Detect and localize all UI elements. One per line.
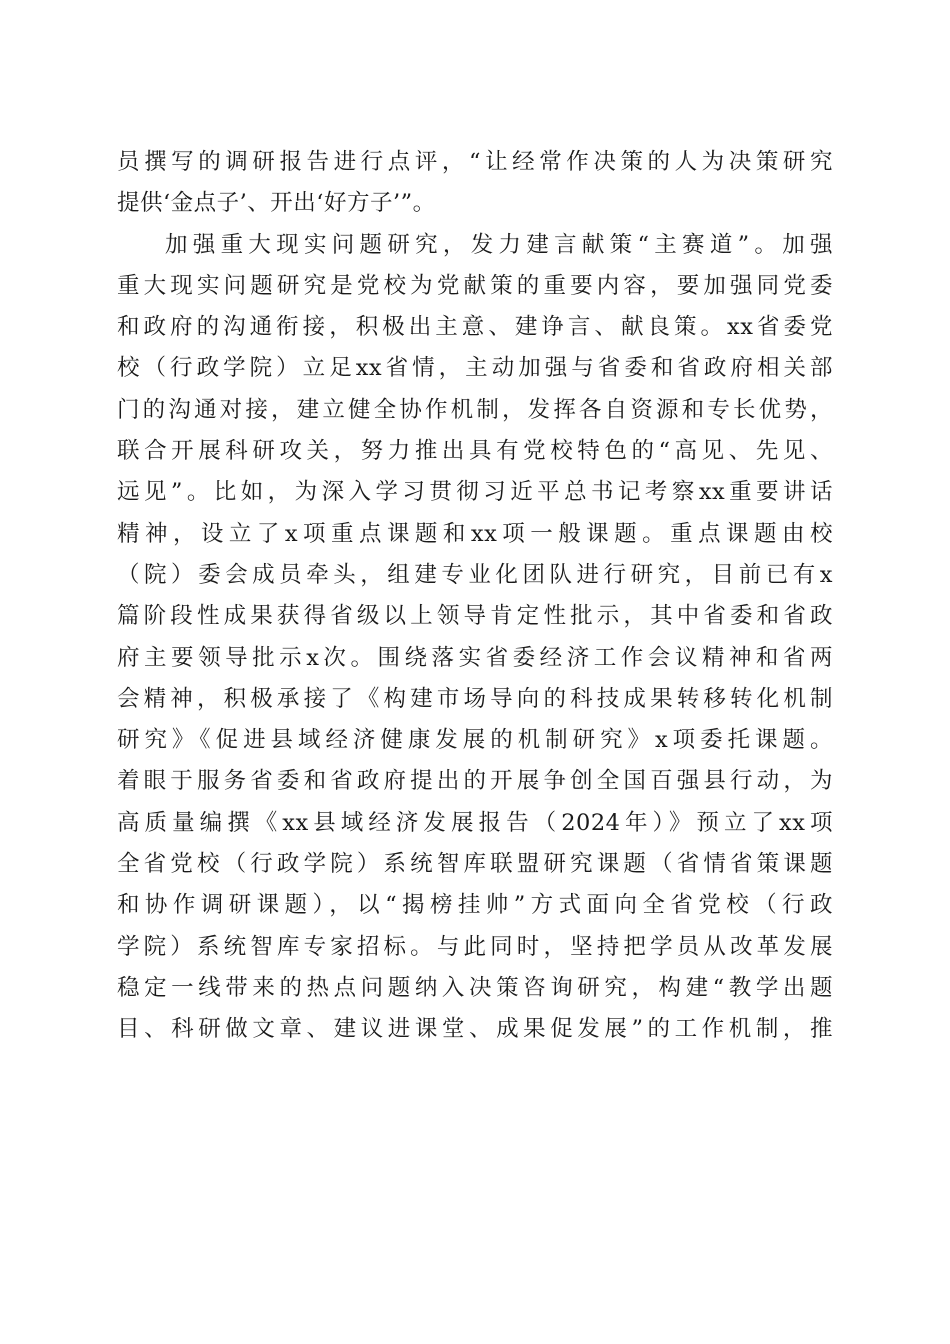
text-line: 研究》《促进县域经济健康发展的机制研究》x项委托课题。 xyxy=(117,727,833,754)
text-line: 提供‘金点子’、开出‘好方子’”。 xyxy=(117,190,436,217)
text-line: 篇阶段性成果获得省级以上领导肯定性批示，其中省委和省政 xyxy=(117,603,833,630)
text-line: 高质量编撰《xx县域经济发展报告（2024年）》预立了xx项 xyxy=(117,809,833,836)
text-line: 会精神，积极承接了《构建市场导向的科技成果转移转化机制 xyxy=(117,685,833,712)
text-line: 目、科研做文章、建议进课堂、成果促发展”的工作机制，推 xyxy=(117,1016,833,1043)
text-line: 精神，设立了x项重点课题和xx项一般课题。重点课题由校 xyxy=(117,520,833,547)
text-line: 校（行政学院）立足xx省情，主动加强与省委和省政府相关部 xyxy=(117,355,833,382)
text-line: 全省党校（行政学院）系统智库联盟研究课题（省情省策课题 xyxy=(117,851,833,878)
text-line: 门的沟通对接，建立健全协作机制，发挥各自资源和专长优势， xyxy=(117,396,833,423)
text-line: 员撰写的调研报告进行点评，“让经常作决策的人为决策研究 xyxy=(117,149,833,175)
body-text xyxy=(117,142,833,1051)
text-line: 联合开展科研攻关，努力推出具有党校特色的“高见、先见、 xyxy=(117,438,833,465)
text-line: 府主要领导批示x次。围绕落实省委经济工作会议精神和省两 xyxy=(117,644,833,671)
paragraph-first-line: 加强重大现实问题研究，发力建言献策“主赛道”。加强 xyxy=(165,231,833,258)
text-line: 着眼于服务省委和省政府提出的开展争创全国百强县行动，为 xyxy=(117,768,833,795)
text-line: 和政府的沟通衔接，积极出主意、建诤言、献良策。xx省委党 xyxy=(117,314,833,341)
text-line: （院）委会成员牵头，组建专业化团队进行研究，目前已有x xyxy=(117,561,833,588)
text-line: 学院）系统智库专家招标。与此同时，坚持把学员从改革发展 xyxy=(117,933,833,960)
text-line: 和协作调研课题），以“揭榜挂帅”方式面向全省党校（行政 xyxy=(117,892,833,919)
text-line: 稳定一线带来的热点问题纳入决策咨询研究，构建“教学出题 xyxy=(117,974,833,1001)
text-line: 远见”。比如，为深入学习贯彻习近平总书记考察xx重要讲话 xyxy=(117,479,833,506)
text-line: 重大现实问题研究是党校为党献策的重要内容，要加强同党委 xyxy=(117,272,833,299)
